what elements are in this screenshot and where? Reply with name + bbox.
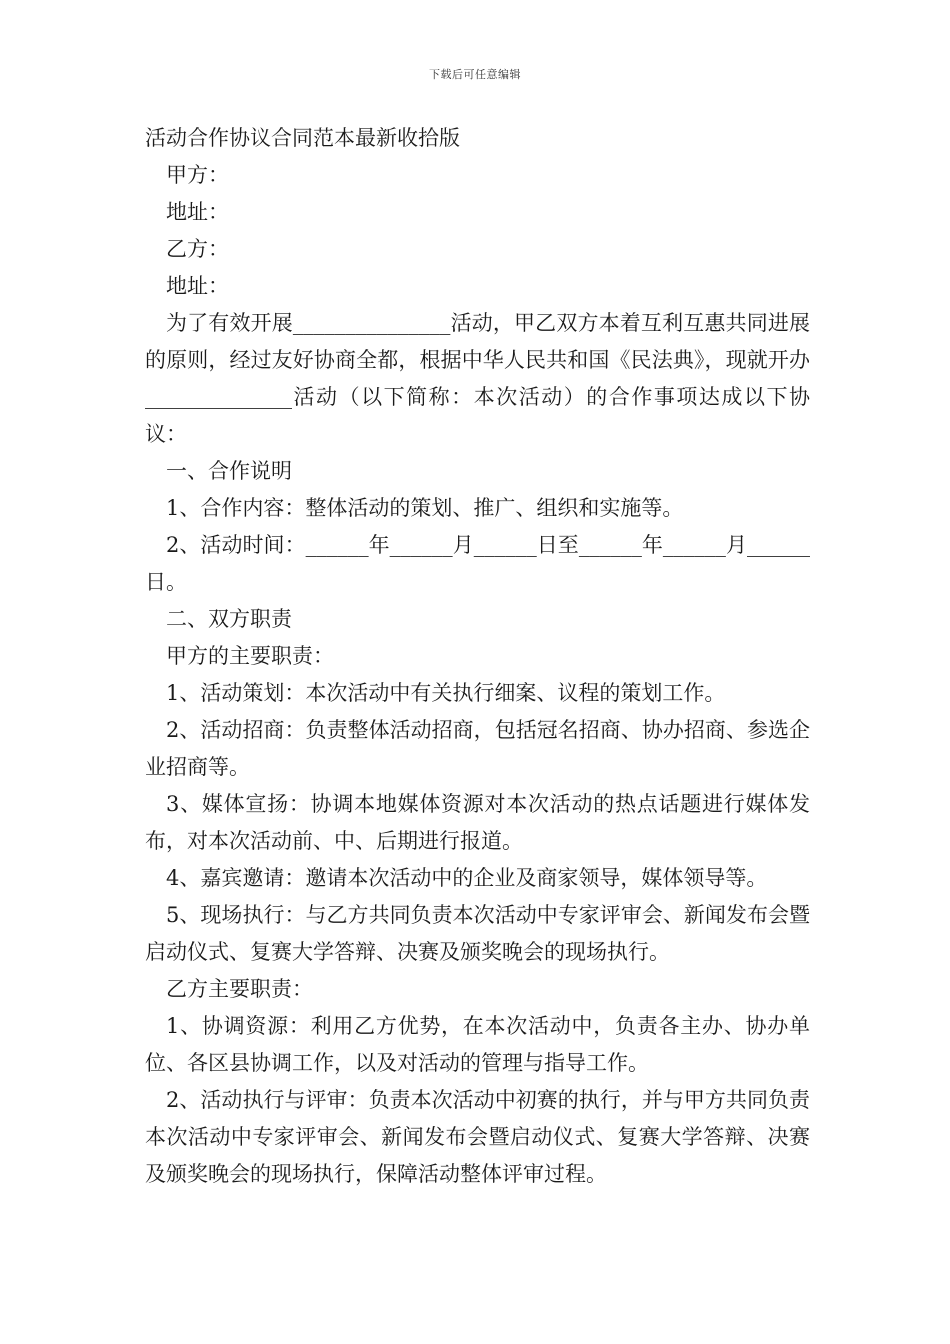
document-title: 活动合作协议合同范本最新收拾版 bbox=[145, 126, 460, 150]
party-a-address-label: 地址： bbox=[166, 200, 229, 224]
party-b-duties-heading: 乙方主要职责： bbox=[166, 977, 313, 1001]
section-1-item-2: 2、活动时间：______年______月______日至______年______月______日。 bbox=[145, 533, 810, 594]
party-b-label: 乙方： bbox=[166, 237, 229, 261]
party-a-duties-heading: 甲方的主要职责： bbox=[166, 644, 334, 668]
party-a-label: 甲方： bbox=[166, 163, 229, 187]
document-body bbox=[145, 120, 810, 1193]
party-b-address-label: 地址： bbox=[166, 274, 229, 298]
party-b-duty-1: 1、协调资源：利用乙方优势，在本次活动中，负责各主办、协办单位、各区县协调工作，以及对活动的管理与指导工作。 bbox=[145, 1014, 810, 1075]
party-a-duty-3: 3、媒体宣扬：协调本地媒体资源对本次活动的热点话题进行媒体发布，对本次活动前、中、后期进行报道。 bbox=[145, 792, 810, 853]
section-1-heading: 一、合作说明 bbox=[166, 459, 292, 483]
party-a-duty-5: 5、现场执行：与乙方共同负责本次活动中专家评审会、新闻发布会暨启动仪式、复赛大学答辩、决赛及颁奖晚会的现场执行。 bbox=[145, 903, 810, 964]
party-b-duty-2: 2、活动执行与评审：负责本次活动中初赛的执行，并与甲方共同负责本次活动中专家评审会、新闻发布会暨启动仪式、复赛大学答辩、决赛及颁奖晚会的现场执行，保障活动整体评审过程。 bbox=[145, 1088, 810, 1186]
intro-paragraph: 为了有效开展_______________活动，甲乙双方本着互利互惠共同进展的原则，经过友好协商全都，根据中华人民共和国《民法典》，现就开办______________活动（以下简称：本次活动）的合作事项达成以下协议： bbox=[145, 311, 810, 446]
party-a-duty-2: 2、活动招商：负责整体活动招商，包括冠名招商、协办招商、参选企业招商等。 bbox=[145, 718, 810, 779]
section-1-item-1: 1、合作内容：整体活动的策划、推广、组织和实施等。 bbox=[166, 496, 684, 520]
party-a-duty-4: 4、嘉宾邀请：邀请本次活动中的企业及商家领导，媒体领导等。 bbox=[166, 866, 768, 890]
header-note: 下载后可任意编辑 bbox=[429, 68, 521, 81]
section-2-heading: 二、双方职责 bbox=[166, 607, 292, 631]
party-a-duty-1: 1、活动策划：本次活动中有关执行细案、议程的策划工作。 bbox=[166, 681, 726, 705]
